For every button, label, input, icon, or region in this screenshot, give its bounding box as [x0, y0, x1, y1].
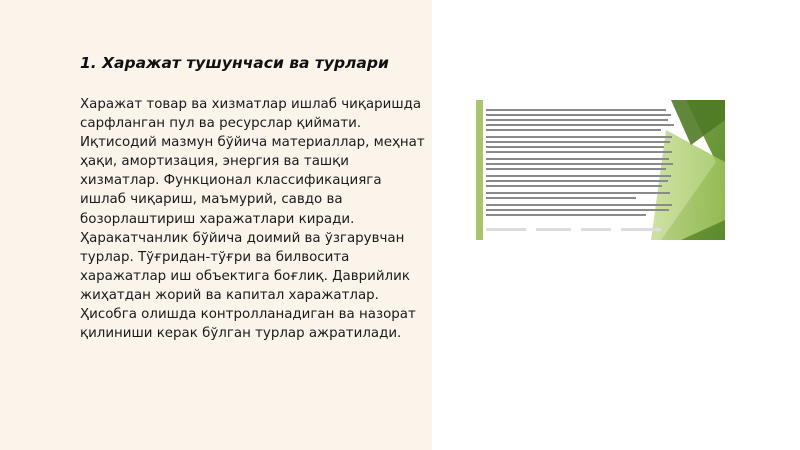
- page-faded-lines: [486, 228, 661, 231]
- slide-body-text: Харажат товар ва хизматлар ишлаб чиқаришда сарфланган пул ва ресурслар қиймати. Иқтисодий мазмун бўйича материаллар, меҳнат ҳақи, амортизация, энергия ва ташқи хизматлар. Функционал классификацияга ишлаб чиқариш, маъмурий, савдо ва бозорлаштириш харажатлари киради. Ҳаракатчанлик бўйича доимий ва ўзгарувчан турлар. Тўғридан-тўғри ва билвосита харажатлар иш объектига боғлиқ. Даврийлик жиҳатдан жорий ва капитал харажатлар. Ҳисобга олишда контролланадиган ва назорат қилиниши керак бўлган турлар ажратилади.: [80, 97, 425, 342]
- document-page-image: [476, 100, 725, 240]
- slide-title: 1. Харажат тушунчаси ва турлари: [80, 54, 389, 72]
- page-text-lines: [486, 109, 674, 216]
- document-thumbnail: [476, 100, 725, 240]
- left-accent-strip: [476, 100, 483, 240]
